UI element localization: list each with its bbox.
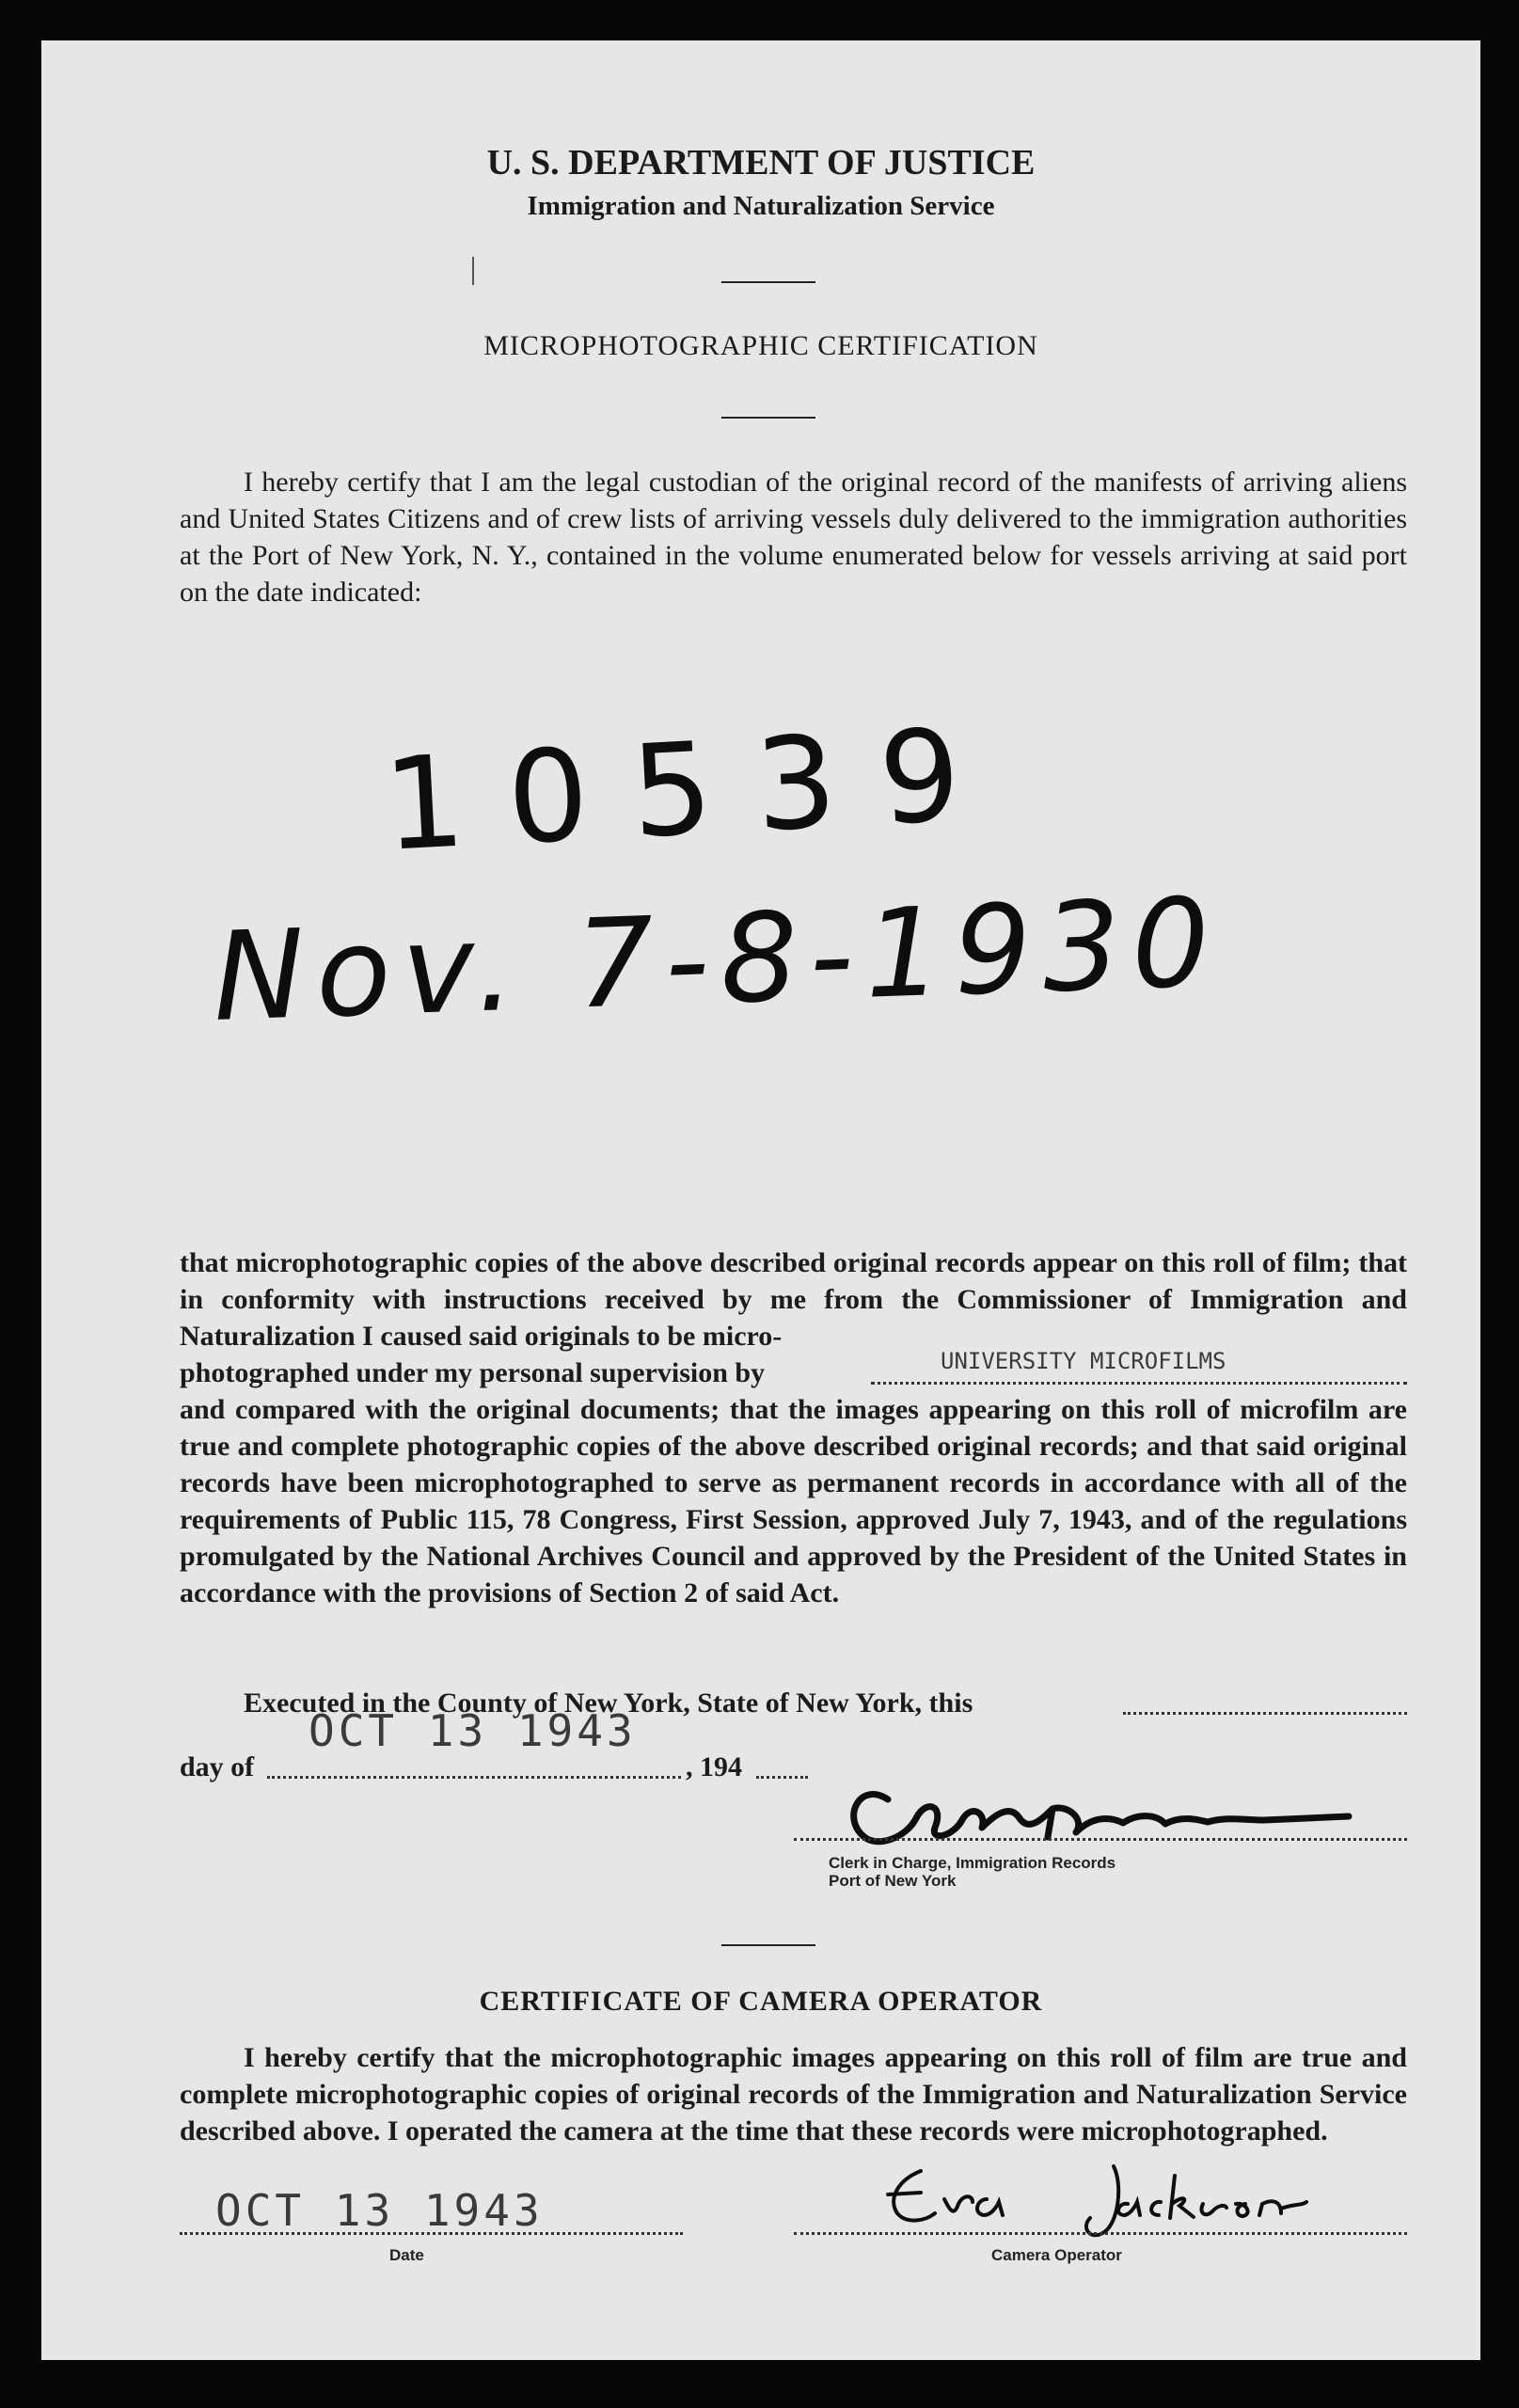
executed-line: Executed in the County of New York, State of New York, this — [244, 1687, 973, 1719]
department-title: U. S. DEPARTMENT OF JUSTICE — [486, 143, 1036, 182]
divider-3 — [721, 1944, 815, 1946]
divider-1 — [721, 281, 815, 283]
certification-paragraph-2-part-b: and compared with the original documents; that the images appearing on this roll of microfilm are true and complete photographic copies of the above described original records; and that said original records have been microphotographed to serve as permanent records in accordance with all of the requirements of Public 115, 78 Congress, First Session, approved July 7, 1943, and of the regulations promulgated by the National Archives Council and approved by the President of the United States in accordance with the provisions of Section 2 of said Act. — [180, 1394, 1407, 1608]
certification-title: MICROPHOTOGRAPHIC CERTIFICATION — [483, 330, 1038, 361]
date-caption: Date — [389, 2246, 424, 2264]
supervisor-blank-line — [871, 1382, 1407, 1385]
clerk-title-line-2: Port of New York — [829, 1872, 957, 1890]
year-blank-line — [756, 1776, 808, 1779]
handwritten-volume-number: 10539 — [380, 699, 1007, 879]
clerk-title-line-1: Clerk in Charge, Immigration Records — [829, 1854, 1116, 1872]
clerk-signature-line — [794, 1838, 1407, 1841]
executed-blank-line — [1123, 1712, 1407, 1715]
year-label: , 194 — [686, 1751, 742, 1782]
supervision-clause: photographed under my personal supervision by — [180, 1357, 766, 1388]
day-of-label: day of — [180, 1751, 255, 1782]
camera-operator-caption: Camera Operator — [991, 2246, 1122, 2264]
day-blank-line — [267, 1776, 681, 1779]
stray-mark — [472, 257, 474, 285]
agency-subtitle: Immigration and Naturalization Service — [527, 191, 995, 221]
certificate-page — [41, 40, 1480, 2360]
date-stamp-clerk: OCT 13 1943 — [309, 1705, 637, 1756]
divider-2 — [721, 417, 815, 419]
certification-paragraph-1: I hereby certify that I am the legal custodian of the original record of the manifests of arriving aliens and United States Citizens and of crew lists of arriving vessels duly delivered to the immigration authorities at the Port of New York, N. Y., contained in the volume enumerated below for vessels arriving at said port on the date indicated: — [180, 467, 1407, 608]
certification-paragraph-2-part-a: that microphotographic copies of the above described original records appear on this roll of film; that in conformity with instructions received by me from the Commissioner of Immigration and Naturalization I caused said originals to be micro- — [180, 1247, 1407, 1352]
handwritten-dates: Nov. 7-8-1930 — [211, 870, 1224, 1049]
camera-operator-line — [794, 2232, 1407, 2235]
camera-operator-title: CERTIFICATE OF CAMERA OPERATOR — [479, 1986, 1043, 2017]
stamp-university-microfilms: UNIVERSITY MICROFILMS — [941, 1348, 1226, 1374]
date-stamp-operator: OCT 13 1943 — [215, 2185, 544, 2236]
camera-operator-paragraph: I hereby certify that the microphotographic images appearing on this roll of film are true and complete microphotographic copies of original records of the Immigration and Naturalization Service described above. I operated the camera at the time that these records were microphotographed. — [180, 2042, 1407, 2147]
camera-operator-signature — [831, 2147, 1377, 2251]
date-line — [180, 2232, 683, 2235]
